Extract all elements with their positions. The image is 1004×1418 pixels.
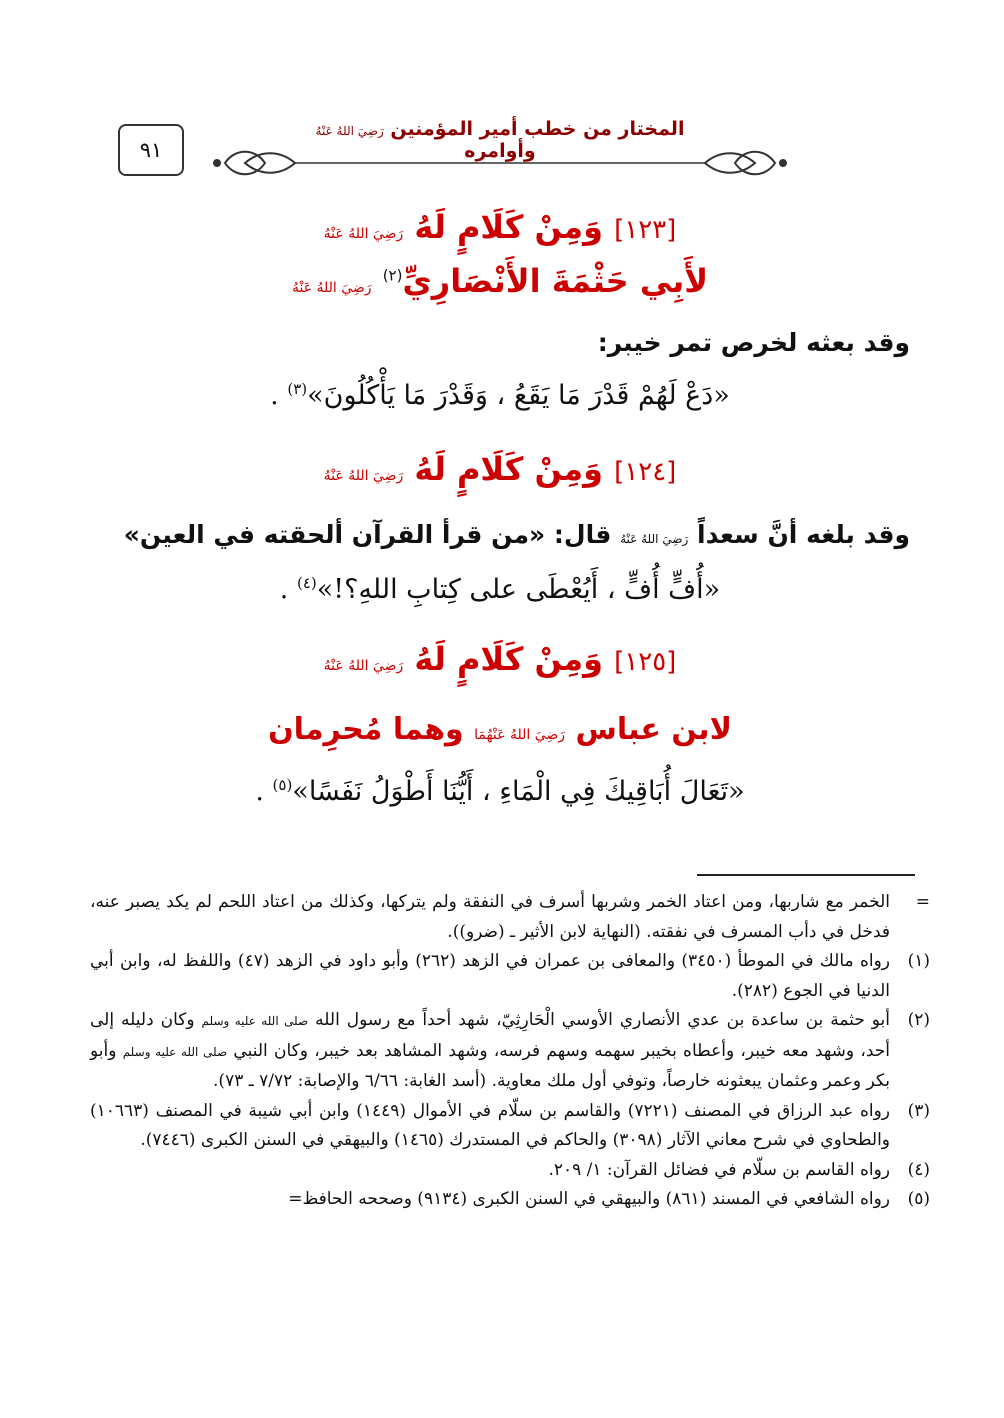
entry-125-quote: «تَعَالَ أُبَاقِيكَ فِي الْمَاءِ ، أَيُّنَا أَطْوَلُ نَفَسًا»$^{(٥)}$ .	[255, 776, 745, 807]
entry-125-heading: [١٢٥] وَمِنْ كَلَامٍ لَهُ رَضِيَ اللهُ عَنْهُ	[323, 640, 677, 678]
footnote-3: (٣) رواه عبد الرزاق في المصنف (٧٢٢١) والقاسم بن سلّام في الأموال (١٤٤٩) وابن أبي شيبة في المصنف (١٠٦٦٣) والطحاوي في شرح معاني الآثار (٣٠٩٨) والحاكم في المستدرك (١٤٦٥) والبيهقي في السنن الكبرى (٧٤٤٦).	[90, 1100, 930, 1150]
footnotes	[90, 888, 930, 1215]
footnote-5: (٥) رواه الشافعي في المسند (٨٦١) والبيهقي في السنن الكبرى (٩١٣٤) وصححه الحافظ=	[288, 1189, 930, 1209]
entry-125-subheading: لابن عباس رَضِيَ اللهُ عَنْهُمَا وهما مُحرِمان	[268, 712, 732, 747]
entry-124-quote: «أُفٍّ أُفٍّ ، أَيُعْطَى على كِتابِ اللهِ؟!»$^{(٤)}$ .	[279, 574, 721, 605]
entry-124-heading: [١٢٤] وَمِنْ كَلَامٍ لَهُ رَضِيَ اللهُ عَنْهُ	[323, 450, 677, 488]
page-number: ٩١	[118, 124, 184, 176]
entry-123-subheading: لأَبِي حَثْمَةَ الأَنْصَارِيِّ$^{(٢)}$ رَضِيَ اللهُ عَنْهُ	[291, 262, 709, 300]
footnote-4: (٤) رواه القاسم بن سلّام في فضائل القرآن: ١/ ٢٠٩.	[548, 1159, 930, 1180]
entry-124-context: وقد بلغه أنَّ سعداً رَضِيَ اللهُ عَنْهُ قال: «من قرأ القرآن ألحقته في العين»	[123, 520, 910, 549]
running-title: المختار من خطب أمير المؤمنين رَضِيَ اللهُ عَنْهُ وأوامره	[315, 118, 685, 162]
entry-123-quote: «دَعْ لَهُمْ قَدْرَ مَا يَقَعُ ، وَقَدْرَ مَا يَأْكُلُونَ»$^{(٣)}$ .	[270, 380, 730, 411]
footnote-1: (١) رواه مالك في الموطأ (٣٤٥٠) والمعافى بن عمران في الزهد (٢٦٢) وأبو داود في الزهد (٤٧) واللفظ له، وابن أبي الدنيا في الجوع (٢٨٢).	[90, 951, 930, 1001]
footnote-continuation: = الخمر مع شاربها، ومن اعتاد الخمر وشربها أسرف في النفقة ولم يتركها، وكذلك من اعتاد اللحم لم يكد يصبر عنه، فدخل في دأب المسرف في نفقته. (النهاية لابن الأثير ـ (ضرو)).	[90, 892, 930, 942]
entry-123-context: وقد بعثه لخرص تمر خيبر:	[597, 328, 910, 357]
footnote-2: (٢) أبو حثمة بن ساعدة بن عدي الأنصاري الأوسي الْحَارِثِيّ، شهد أحداً مع رسول الله صلى الله عليه وسلم وكان دليله إلى أحد، وشهد معه خيبر، وأعطاه بخيبر سهمه وسهم فرسه، وشهد المشاهد بعد خيبر، وكان النبي صلى الله عليه وسلم وأبو بكر وعمر وعثمان يبعثونه خارصاً، وتوفي أول ملك معاوية. (أسد الغابة: ٦/٦٦ والإصابة: ٧/٧٢ ـ ٧٣).	[90, 1010, 930, 1091]
footnote-separator	[697, 874, 915, 876]
entry-123-heading: [١٢٣] وَمِنْ كَلَامٍ لَهُ رَضِيَ اللهُ عَنْهُ	[323, 208, 677, 246]
